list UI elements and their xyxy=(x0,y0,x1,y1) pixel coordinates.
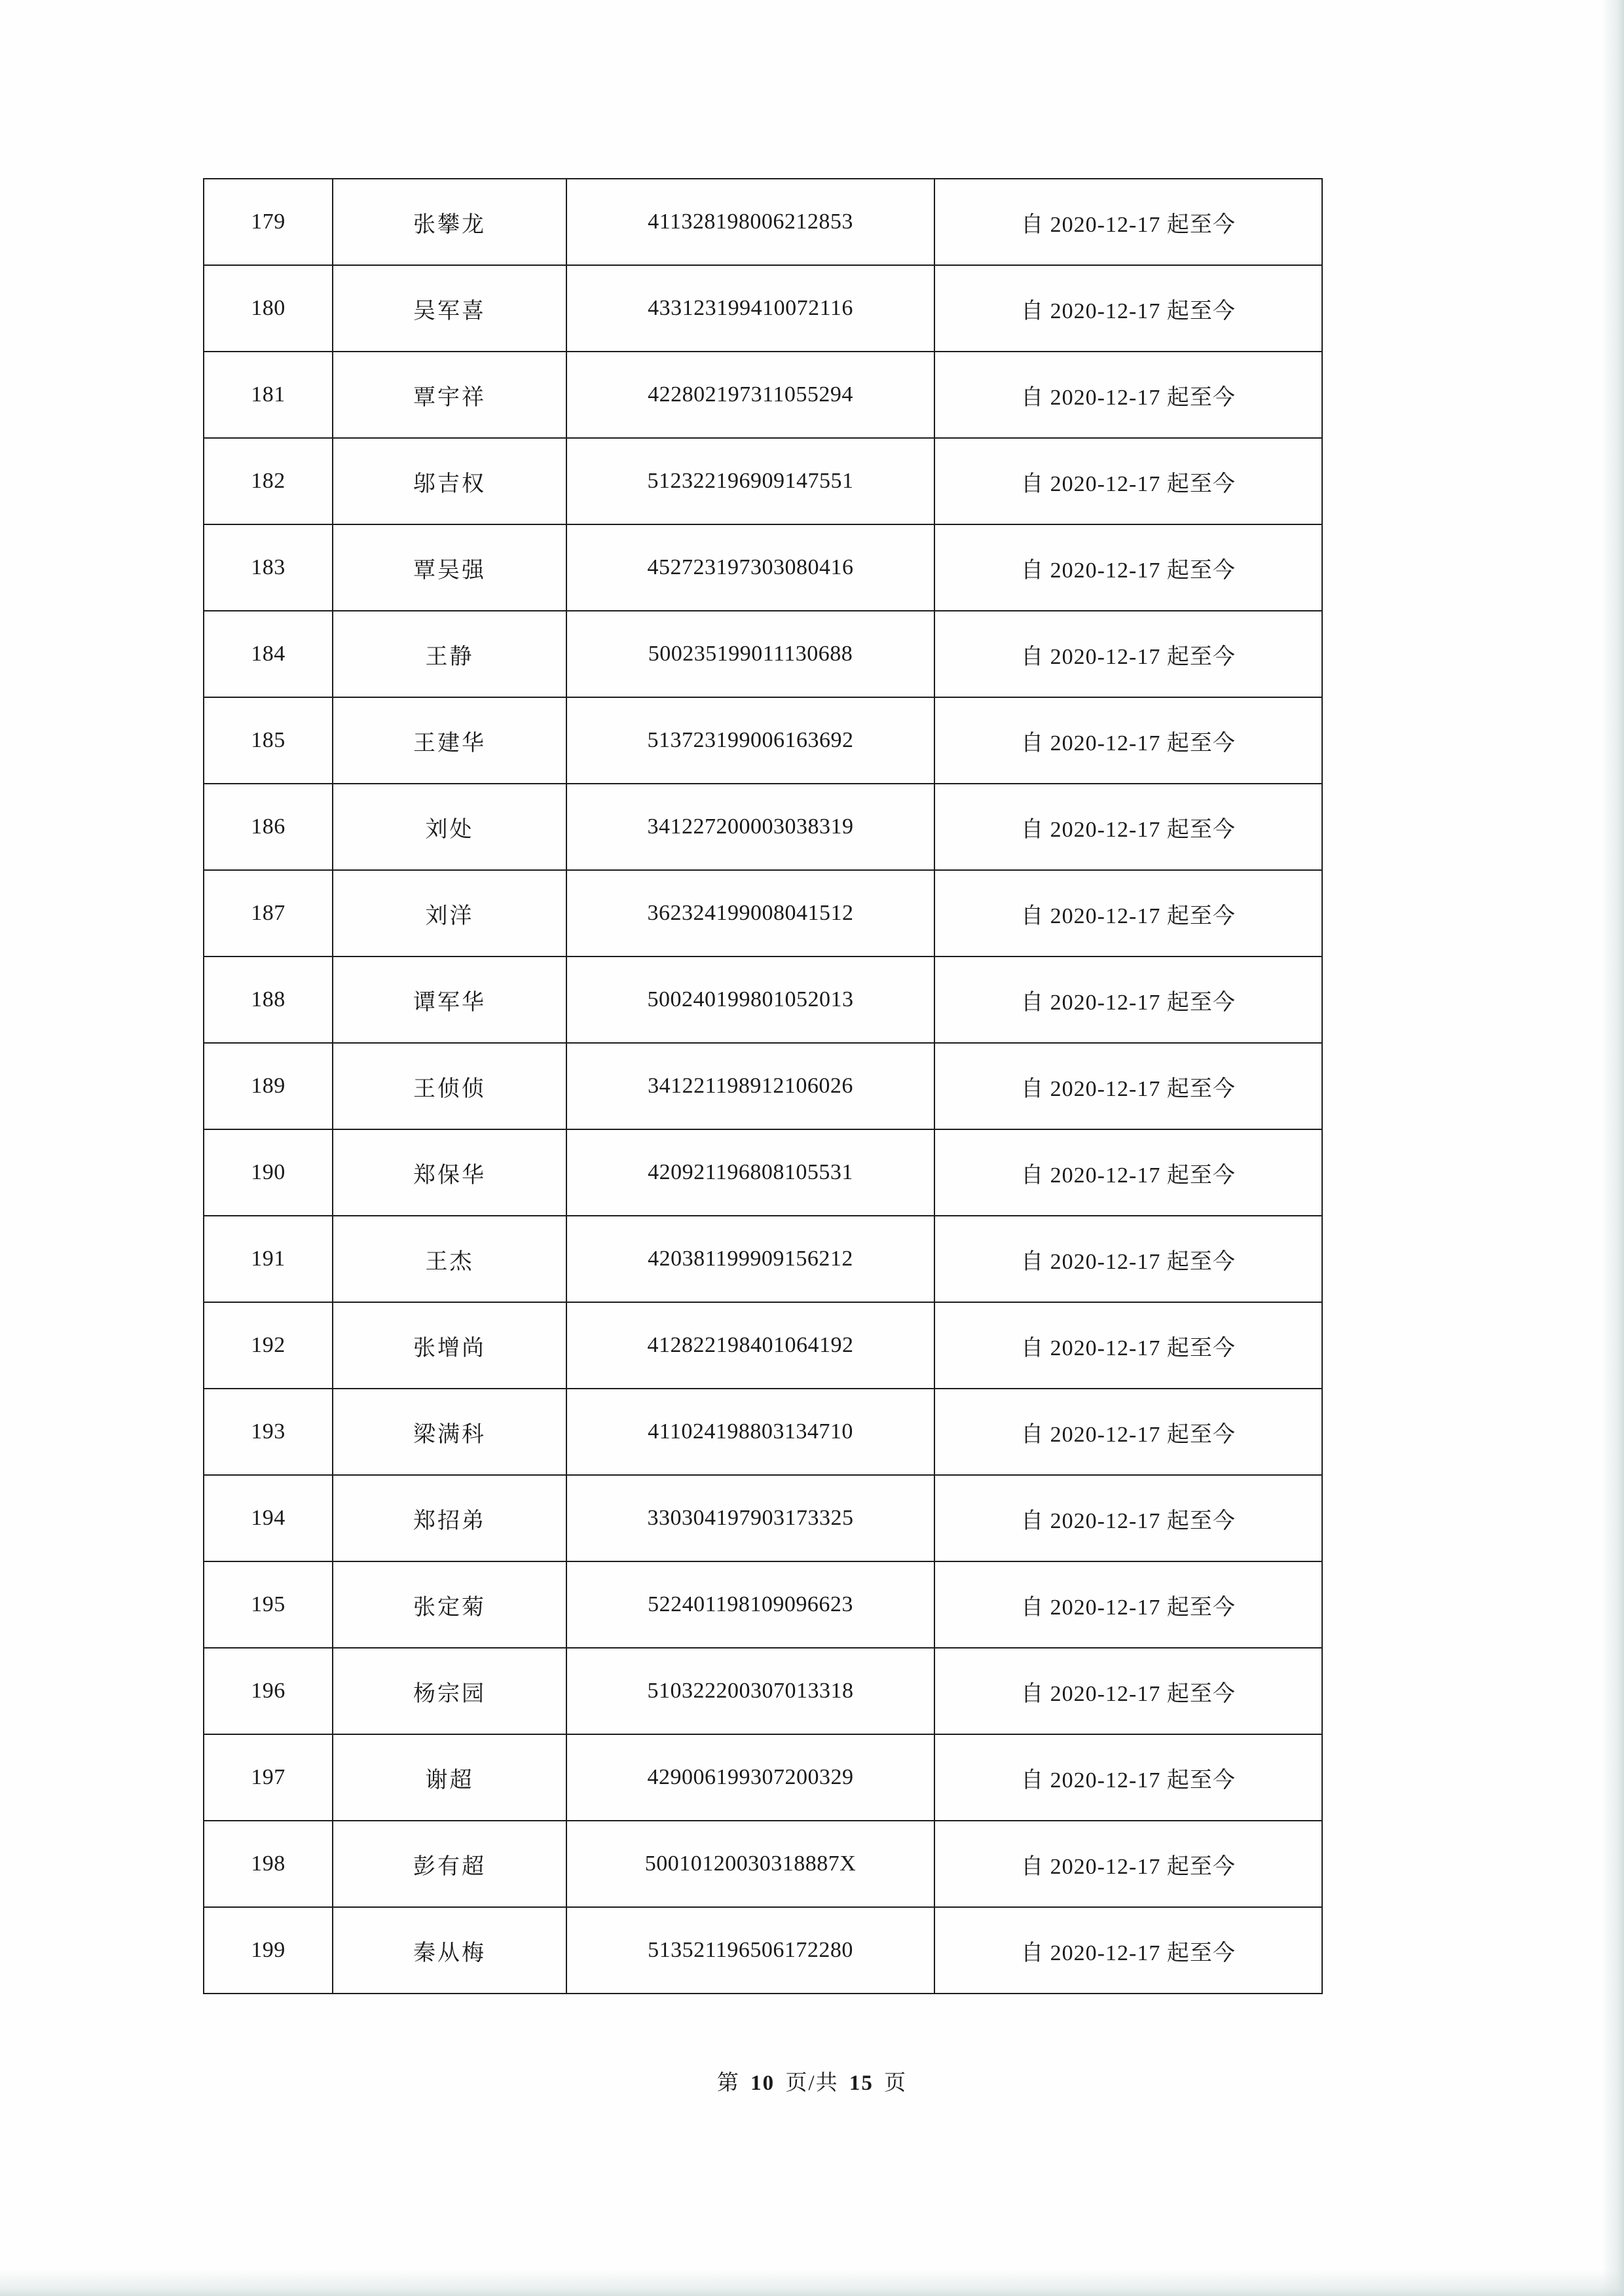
row-id-number: 513723199006163692 xyxy=(566,697,934,784)
row-id-number: 341221198912106026 xyxy=(566,1043,934,1129)
row-period: 自 2020-12-17 起至今 xyxy=(934,438,1322,524)
row-index: 184 xyxy=(204,611,333,697)
row-name: 杨宗园 xyxy=(333,1648,566,1734)
row-name: 邬吉权 xyxy=(333,438,566,524)
roster-table-body xyxy=(204,179,1322,1994)
table-row xyxy=(204,1648,1322,1734)
row-period: 自 2020-12-17 起至今 xyxy=(934,697,1322,784)
row-index: 179 xyxy=(204,179,333,265)
table-row xyxy=(204,957,1322,1043)
row-id-number: 512322196909147551 xyxy=(566,438,934,524)
row-period: 自 2020-12-17 起至今 xyxy=(934,870,1322,957)
row-name: 刘洋 xyxy=(333,870,566,957)
row-id-number: 510322200307013318 xyxy=(566,1648,934,1734)
table-row xyxy=(204,1043,1322,1129)
scan-edge-bottom xyxy=(0,2270,1624,2296)
row-period: 自 2020-12-17 起至今 xyxy=(934,957,1322,1043)
row-name: 王建华 xyxy=(333,697,566,784)
row-index: 193 xyxy=(204,1389,333,1475)
row-name: 张定菊 xyxy=(333,1561,566,1648)
row-name: 张增尚 xyxy=(333,1302,566,1389)
row-id-number: 412822198401064192 xyxy=(566,1302,934,1389)
row-period: 自 2020-12-17 起至今 xyxy=(934,1561,1322,1648)
row-id-number: 341227200003038319 xyxy=(566,784,934,870)
row-name: 覃吴强 xyxy=(333,524,566,611)
row-id-number: 411328198006212853 xyxy=(566,179,934,265)
footer-suffix: 页 xyxy=(884,2071,908,2095)
row-name: 郑招弟 xyxy=(333,1475,566,1561)
row-id-number: 330304197903173325 xyxy=(566,1475,934,1561)
row-index: 198 xyxy=(204,1821,333,1907)
row-period: 自 2020-12-17 起至今 xyxy=(934,1821,1322,1907)
row-index: 199 xyxy=(204,1907,333,1994)
row-name: 梁满科 xyxy=(333,1389,566,1475)
row-id-number: 420381199909156212 xyxy=(566,1216,934,1302)
row-id-number: 452723197303080416 xyxy=(566,524,934,611)
row-index: 182 xyxy=(204,438,333,524)
row-period: 自 2020-12-17 起至今 xyxy=(934,179,1322,265)
row-name: 覃宇祥 xyxy=(333,352,566,438)
table-row xyxy=(204,1302,1322,1389)
row-index: 183 xyxy=(204,524,333,611)
row-name: 刘处 xyxy=(333,784,566,870)
row-name: 谢超 xyxy=(333,1734,566,1821)
row-id-number: 513521196506172280 xyxy=(566,1907,934,1994)
table-row xyxy=(204,870,1322,957)
row-name: 王杰 xyxy=(333,1216,566,1302)
table-row xyxy=(204,352,1322,438)
row-id-number: 411024198803134710 xyxy=(566,1389,934,1475)
table-row xyxy=(204,524,1322,611)
row-id-number: 429006199307200329 xyxy=(566,1734,934,1821)
row-name: 王侦侦 xyxy=(333,1043,566,1129)
row-index: 192 xyxy=(204,1302,333,1389)
table-row xyxy=(204,1129,1322,1216)
table-row xyxy=(204,438,1322,524)
page-footer xyxy=(0,2066,1624,2096)
table-row xyxy=(204,1734,1322,1821)
table-row xyxy=(204,784,1322,870)
row-name: 谭军华 xyxy=(333,957,566,1043)
row-id-number: 433123199410072116 xyxy=(566,265,934,352)
row-index: 197 xyxy=(204,1734,333,1821)
row-id-number: 500235199011130688 xyxy=(566,611,934,697)
footer-total-pages: 15 xyxy=(849,2071,874,2095)
roster-table xyxy=(203,178,1323,1994)
table-row xyxy=(204,1389,1322,1475)
row-period: 自 2020-12-17 起至今 xyxy=(934,611,1322,697)
table-row xyxy=(204,265,1322,352)
row-index: 185 xyxy=(204,697,333,784)
row-index: 189 xyxy=(204,1043,333,1129)
row-index: 190 xyxy=(204,1129,333,1216)
row-id-number: 522401198109096623 xyxy=(566,1561,934,1648)
row-period: 自 2020-12-17 起至今 xyxy=(934,265,1322,352)
row-id-number: 420921196808105531 xyxy=(566,1129,934,1216)
row-name: 张攀龙 xyxy=(333,179,566,265)
table-row xyxy=(204,1561,1322,1648)
row-period: 自 2020-12-17 起至今 xyxy=(934,524,1322,611)
row-name: 郑保华 xyxy=(333,1129,566,1216)
row-index: 196 xyxy=(204,1648,333,1734)
row-id-number: 500240199801052013 xyxy=(566,957,934,1043)
row-period: 自 2020-12-17 起至今 xyxy=(934,1216,1322,1302)
scan-edge-right xyxy=(1602,0,1624,2296)
row-index: 186 xyxy=(204,784,333,870)
footer-prefix: 第 xyxy=(716,2071,740,2095)
row-name: 彭有超 xyxy=(333,1821,566,1907)
table-row xyxy=(204,1216,1322,1302)
row-index: 188 xyxy=(204,957,333,1043)
row-index: 181 xyxy=(204,352,333,438)
row-period: 自 2020-12-17 起至今 xyxy=(934,1129,1322,1216)
row-period: 自 2020-12-17 起至今 xyxy=(934,1907,1322,1994)
row-id-number: 422802197311055294 xyxy=(566,352,934,438)
row-index: 195 xyxy=(204,1561,333,1648)
row-period: 自 2020-12-17 起至今 xyxy=(934,1734,1322,1821)
row-id-number: 362324199008041512 xyxy=(566,870,934,957)
row-index: 194 xyxy=(204,1475,333,1561)
row-name: 秦从梅 xyxy=(333,1907,566,1994)
row-id-number: 50010120030318887X xyxy=(566,1821,934,1907)
row-period: 自 2020-12-17 起至今 xyxy=(934,784,1322,870)
table-row xyxy=(204,179,1322,265)
table-row xyxy=(204,611,1322,697)
table-row xyxy=(204,1907,1322,1994)
row-period: 自 2020-12-17 起至今 xyxy=(934,1648,1322,1734)
row-index: 180 xyxy=(204,265,333,352)
row-period: 自 2020-12-17 起至今 xyxy=(934,1043,1322,1129)
row-period: 自 2020-12-17 起至今 xyxy=(934,1475,1322,1561)
table-row xyxy=(204,697,1322,784)
row-period: 自 2020-12-17 起至今 xyxy=(934,1302,1322,1389)
row-name: 吴军喜 xyxy=(333,265,566,352)
row-index: 187 xyxy=(204,870,333,957)
footer-current-page: 10 xyxy=(750,2071,775,2095)
table-row xyxy=(204,1475,1322,1561)
table-row xyxy=(204,1821,1322,1907)
roster-table-container xyxy=(203,178,1316,1994)
footer-middle: 页/共 xyxy=(785,2071,839,2095)
row-period: 自 2020-12-17 起至今 xyxy=(934,352,1322,438)
row-period: 自 2020-12-17 起至今 xyxy=(934,1389,1322,1475)
row-name: 王静 xyxy=(333,611,566,697)
row-index: 191 xyxy=(204,1216,333,1302)
